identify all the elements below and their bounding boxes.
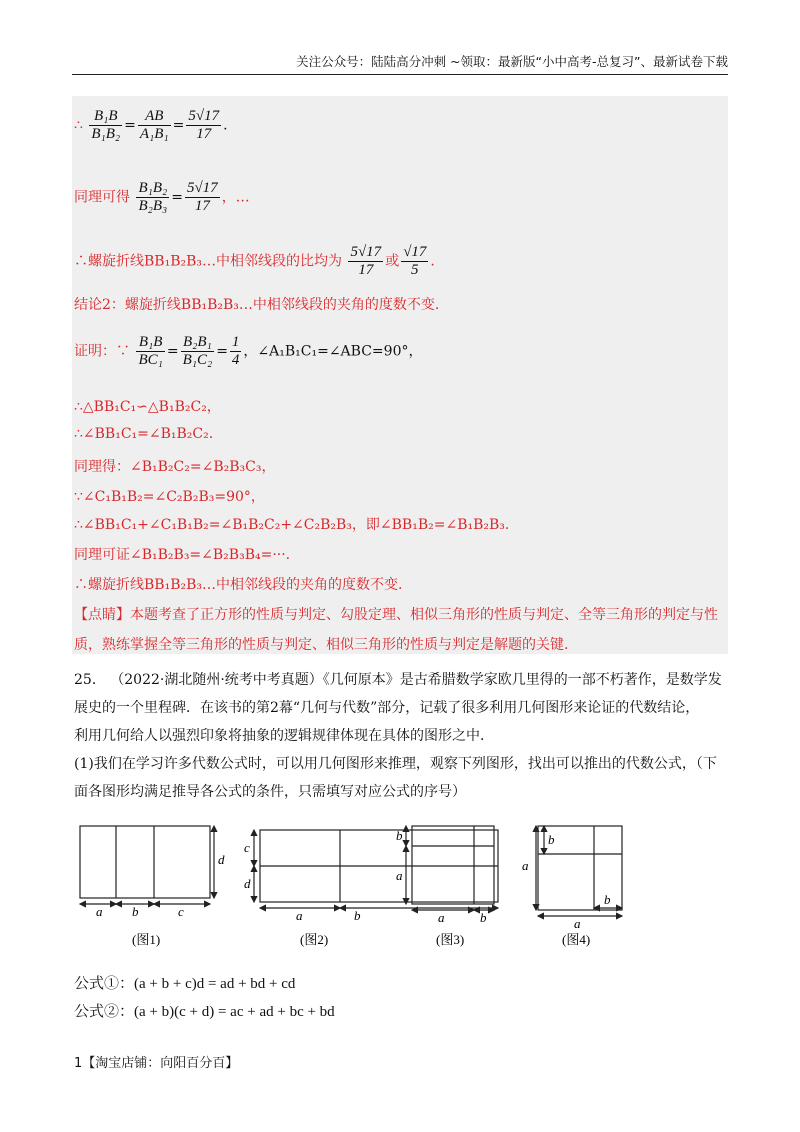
fig1-label-a: a [96, 904, 103, 919]
solution-line-12: ∴螺旋折线BB₁B₂B₃…中相邻线段的夹角的度数不变. [74, 577, 403, 593]
fig4-label-a: a [522, 858, 529, 873]
fraction: $\frac{AB}{\text{A₁B₁}}$ [139, 108, 169, 142]
fig1-caption: (图1) [132, 932, 161, 947]
solution-line-14: 质，熟练掌握全等三角形的性质与判定、相似三角形的性质与判定是解题的关键. [74, 637, 569, 653]
fig1-label-b: b [132, 904, 139, 919]
fig4-label-b: b [548, 832, 555, 847]
therefore-symbol: ∴ [74, 117, 83, 134]
fraction: $\frac{\text{B₁B}}{\text{BC₁}}$ [138, 334, 163, 368]
solution-line-5: 证明：∵ $\frac{\text{B₁B}}{\text{BC₁}}$ = $\frac{\text{B₂B₁}}{\text{B₁C₂}}$ = $\frac{1}{4}$ ，∠A₁B₁C₁=∠ABC=90°， [74, 334, 423, 368]
solution-line-2: 同理可得 $\frac{\text{B₁B₂}}{\text{B₂B₃}}$ = $\frac{5√17}{17}$ ，… [74, 180, 250, 214]
figures-row [74, 820, 734, 960]
figure-1 [80, 826, 214, 904]
fig2-caption: (图2) [300, 932, 329, 947]
fraction: $\frac{5√17}{17}$ [186, 180, 218, 214]
solution-line-4: 结论2：螺旋折线BB₁B₂B₃…中相邻线段的夹角的度数不变. [74, 297, 440, 313]
page-header [72, 52, 728, 75]
solution-line-7: ∴∠BB₁C₁=∠B₁B₂C₂. [74, 426, 214, 442]
fig2-label-c: c [244, 840, 250, 855]
fig3-label-b-bottom: b [480, 910, 487, 925]
fraction: $\frac{5√17}{17}$ [350, 244, 382, 278]
fig4-caption: (图4) [562, 932, 591, 947]
solution-line-13: 【点睛】本题考查了正方形的性质与判定、勾股定理、相似三角形的性质与判定、全等三角形的判定与性 [74, 607, 718, 623]
fig2-label-d: d [244, 876, 251, 891]
solution-line-8: 同理得：∠B₁B₂C₂=∠B₂B₃C₃， [74, 459, 276, 475]
fig1-label-c: c [178, 904, 184, 919]
solution-line-9: ∵∠C₁B₁B₂=∠C₂B₂B₃=90°， [74, 489, 265, 505]
solution-line-6: ∴△BB₁C₁∽△B₁B₂C₂， [74, 399, 221, 415]
footer-text: 1【淘宝店铺：向阳百分百】 [74, 1056, 239, 1071]
fig3-label-b: b [396, 828, 403, 843]
formula-2: 公式②：(a + b)(c + d) = ac + ad + bc + bd [74, 1004, 335, 1020]
solution-line-10: ∴∠BB₁C₁+∠C₁B₁B₂=∠B₁B₂C₂+∠C₂B₂B₃，即∠BB₁B₂=∠B₁B₂B₃. [74, 517, 510, 533]
fig2-label-a: a [296, 908, 303, 923]
fig4-label-a-bottom: a [574, 916, 581, 931]
figures-svg [74, 820, 734, 960]
formula-1: 公式①：(a + b + c)d = ad + bd + cd [74, 976, 296, 992]
formulas [74, 970, 728, 1026]
fraction: $\frac{\text{B₁B₂}}{\text{B₂B₃}}$ [138, 180, 168, 214]
fig3-label-a-bottom: a [438, 910, 445, 925]
fig2-label-b: b [354, 908, 361, 923]
figure-2 [254, 830, 498, 908]
fig3-label-a: a [396, 868, 403, 883]
solution-line-3: ∴螺旋折线BB₁B₂B₃…中相邻线段的比均为 $\frac{5√17}{17}$ 或 $\frac{√17}{5}$ . [74, 244, 435, 278]
header-text: 关注公众号：陆陆高分冲刺 ~领取：最新版“小中高考-总复习”、最新试卷下载 [296, 54, 728, 69]
fig4-label-b-bottom: b [604, 892, 611, 907]
fraction: $\frac{1}{4}$ [231, 334, 240, 368]
fig3-caption: (图3) [436, 932, 465, 947]
solution-line-11: 同理可证∠B₁B₂B₃=∠B₂B₃B₄=···. [74, 547, 291, 563]
fig1-label-d: d [218, 852, 225, 867]
fraction: $\frac{\text{B₂B₁}}{\text{B₁C₂}}$ [182, 334, 213, 368]
solution-line-1: ∴ $\frac{\text{B₁B}}{\text{B₁B₂}}$ = $\frac{AB}{\text{A₁B₁}}$ = $\frac{5√17}{17}$ . [74, 108, 228, 142]
figure-3 [406, 826, 494, 910]
page-footer [74, 1052, 238, 1071]
question-text: 25． （2022·湖北随州·统考中考真题）《几何原本》是古希腊数学家欧几里得的一部不朽著作，是数学发 展史的一个里程碑．在该书的第2幕“几何与代数”部分，记载了很多利用几何图形来论证的代数结论， 利用几何给人以强烈印象将抽象的逻辑规律体现在具体的图形之中． (1)我们在学习许多代数公式时，可以用几何图形来推理，观察下列图形，找出可以推出的代数公式，（下 面各图形均满足推导各公式的条件，只需填写对应公式的序号） [74, 672, 722, 800]
fraction: $\frac{5√17}{17}$ [188, 108, 220, 142]
fraction: $\frac{\text{B₁B}}{\text{B₁B₂}}$ [91, 108, 121, 142]
fraction: $\frac{√17}{5}$ [403, 244, 427, 278]
